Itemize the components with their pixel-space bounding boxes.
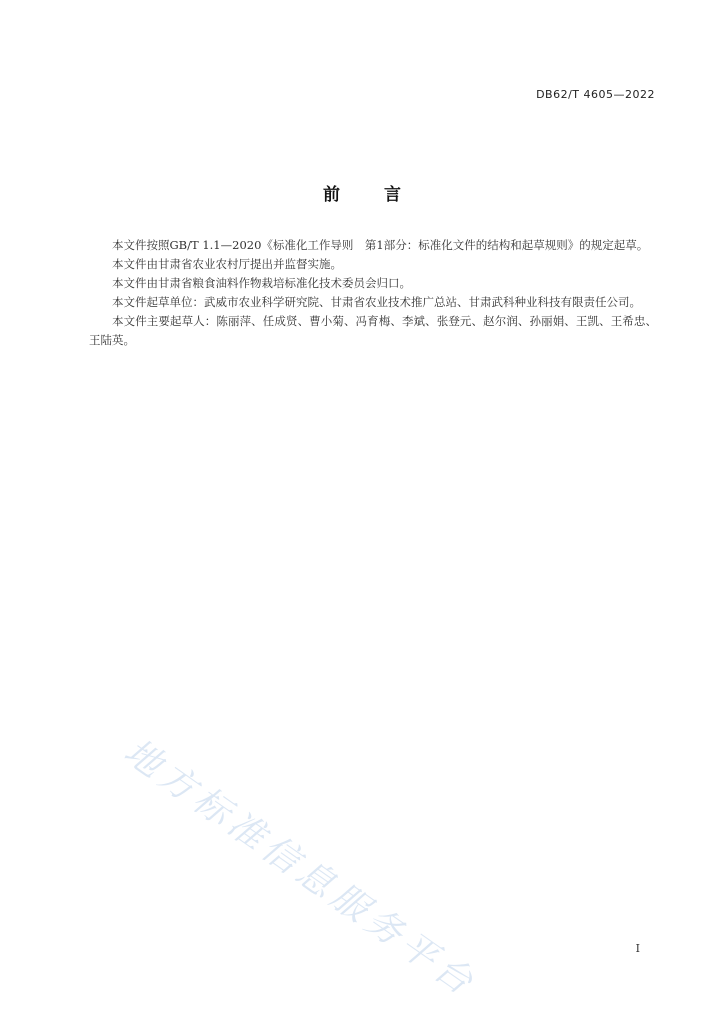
paragraph-drafters: 本文件主要起草人：陈丽萍、任成贤、曹小菊、冯育梅、李斌、张登元、赵尔润、孙丽娟、王凯、王希忠、王陆英。 xyxy=(89,314,657,347)
page-title: 前言 xyxy=(323,185,445,205)
watermark: 地方标准信息服务平台 xyxy=(116,731,485,1006)
paragraph-drafting-rules: 本文件按照GB/T 1.1—2020《标准化工作导则 第1部分：标准化文件的结构和起草规则》的规定起草。 xyxy=(112,238,649,252)
page-number: I xyxy=(635,942,640,955)
paragraph-proposer: 本文件由甘肃省农业农村厅提出并监督实施。 xyxy=(112,257,342,271)
paragraph-committee: 本文件由甘肃省粮食油料作物栽培标准化技术委员会归口。 xyxy=(112,276,411,290)
foreword-body xyxy=(89,236,657,350)
paragraph-drafting-units: 本文件起草单位：武威市农业科学研究院、甘肃省农业技术推广总站、甘肃武科种业科技有限责任公司。 xyxy=(112,295,641,309)
standard-code: DB62/T 4605—2022 xyxy=(536,88,655,101)
